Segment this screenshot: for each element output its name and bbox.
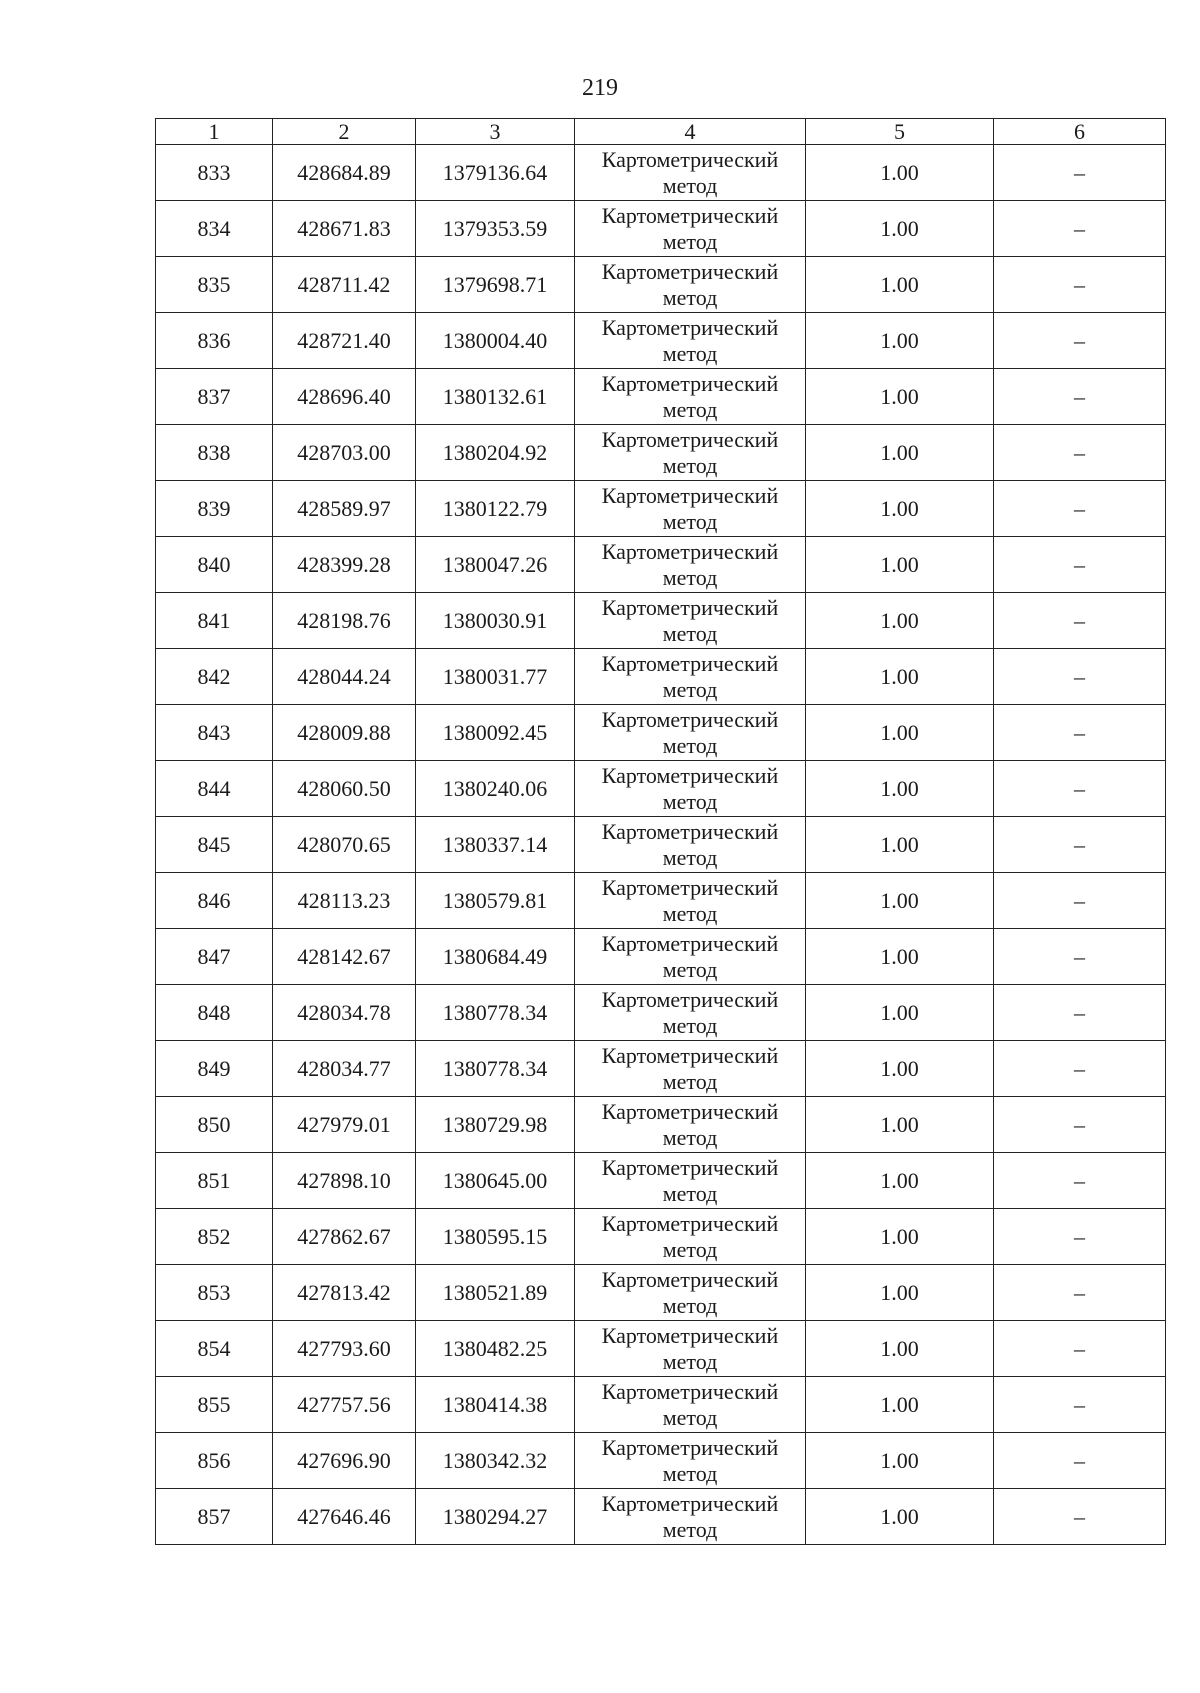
accuracy-cell: 1.00 xyxy=(806,817,994,873)
table-row xyxy=(156,1041,1166,1097)
method-cell: Картометрический метод xyxy=(575,1321,806,1377)
y-coordinate-cell: 1380122.79 xyxy=(416,481,575,537)
column-header-1: 1 xyxy=(156,119,273,145)
x-coordinate-cell: 428044.24 xyxy=(273,649,416,705)
y-coordinate-cell: 1380092.45 xyxy=(416,705,575,761)
x-coordinate-cell: 428113.23 xyxy=(273,873,416,929)
table-row xyxy=(156,649,1166,705)
table-row xyxy=(156,1377,1166,1433)
column-header-6: 6 xyxy=(994,119,1166,145)
note-cell: – xyxy=(994,369,1166,425)
note-cell: – xyxy=(994,425,1166,481)
table-row xyxy=(156,761,1166,817)
table-row xyxy=(156,481,1166,537)
table-row xyxy=(156,985,1166,1041)
note-cell: – xyxy=(994,145,1166,201)
note-cell: – xyxy=(994,1489,1166,1545)
note-cell: – xyxy=(994,1041,1166,1097)
point-number-cell: 854 xyxy=(156,1321,273,1377)
table-row xyxy=(156,425,1166,481)
note-cell: – xyxy=(994,1433,1166,1489)
x-coordinate-cell: 427862.67 xyxy=(273,1209,416,1265)
note-cell: – xyxy=(994,929,1166,985)
method-cell: Картометрический метод xyxy=(575,1209,806,1265)
accuracy-cell: 1.00 xyxy=(806,425,994,481)
accuracy-cell: 1.00 xyxy=(806,873,994,929)
method-cell: Картометрический метод xyxy=(575,1377,806,1433)
point-number-cell: 857 xyxy=(156,1489,273,1545)
note-cell: – xyxy=(994,1321,1166,1377)
y-coordinate-cell: 1380482.25 xyxy=(416,1321,575,1377)
accuracy-cell: 1.00 xyxy=(806,481,994,537)
method-cell: Картометрический метод xyxy=(575,537,806,593)
method-cell: Картометрический метод xyxy=(575,369,806,425)
note-cell: – xyxy=(994,257,1166,313)
y-coordinate-cell: 1379698.71 xyxy=(416,257,575,313)
x-coordinate-cell: 428060.50 xyxy=(273,761,416,817)
x-coordinate-cell: 428034.77 xyxy=(273,1041,416,1097)
table-row xyxy=(156,1097,1166,1153)
method-cell: Картометрический метод xyxy=(575,481,806,537)
coordinates-table xyxy=(155,118,1166,1545)
column-header-3: 3 xyxy=(416,119,575,145)
column-header-4: 4 xyxy=(575,119,806,145)
x-coordinate-cell: 427696.90 xyxy=(273,1433,416,1489)
method-cell: Картометрический метод xyxy=(575,761,806,817)
point-number-cell: 843 xyxy=(156,705,273,761)
x-coordinate-cell: 428009.88 xyxy=(273,705,416,761)
point-number-cell: 833 xyxy=(156,145,273,201)
page-number: 219 xyxy=(582,75,618,101)
method-cell: Картометрический метод xyxy=(575,313,806,369)
point-number-cell: 834 xyxy=(156,201,273,257)
point-number-cell: 842 xyxy=(156,649,273,705)
y-coordinate-cell: 1380132.61 xyxy=(416,369,575,425)
point-number-cell: 848 xyxy=(156,985,273,1041)
y-coordinate-cell: 1380579.81 xyxy=(416,873,575,929)
table-row xyxy=(156,929,1166,985)
note-cell: – xyxy=(994,1377,1166,1433)
y-coordinate-cell: 1380294.27 xyxy=(416,1489,575,1545)
accuracy-cell: 1.00 xyxy=(806,369,994,425)
accuracy-cell: 1.00 xyxy=(806,537,994,593)
y-coordinate-cell: 1380414.38 xyxy=(416,1377,575,1433)
point-number-cell: 836 xyxy=(156,313,273,369)
note-cell: – xyxy=(994,313,1166,369)
x-coordinate-cell: 428589.97 xyxy=(273,481,416,537)
note-cell: – xyxy=(994,593,1166,649)
accuracy-cell: 1.00 xyxy=(806,257,994,313)
y-coordinate-cell: 1380204.92 xyxy=(416,425,575,481)
note-cell: – xyxy=(994,761,1166,817)
method-cell: Картометрический метод xyxy=(575,985,806,1041)
y-coordinate-cell: 1379353.59 xyxy=(416,201,575,257)
method-cell: Картометрический метод xyxy=(575,1433,806,1489)
x-coordinate-cell: 427813.42 xyxy=(273,1265,416,1321)
x-coordinate-cell: 428696.40 xyxy=(273,369,416,425)
method-cell: Картометрический метод xyxy=(575,257,806,313)
table-body xyxy=(156,145,1166,1545)
accuracy-cell: 1.00 xyxy=(806,145,994,201)
y-coordinate-cell: 1380778.34 xyxy=(416,1041,575,1097)
y-coordinate-cell: 1380778.34 xyxy=(416,985,575,1041)
accuracy-cell: 1.00 xyxy=(806,761,994,817)
method-cell: Картометрический метод xyxy=(575,705,806,761)
note-cell: – xyxy=(994,817,1166,873)
y-coordinate-cell: 1380595.15 xyxy=(416,1209,575,1265)
x-coordinate-cell: 428198.76 xyxy=(273,593,416,649)
accuracy-cell: 1.00 xyxy=(806,1209,994,1265)
method-cell: Картометрический метод xyxy=(575,873,806,929)
table-row xyxy=(156,705,1166,761)
point-number-cell: 847 xyxy=(156,929,273,985)
y-coordinate-cell: 1379136.64 xyxy=(416,145,575,201)
table-row xyxy=(156,593,1166,649)
point-number-cell: 846 xyxy=(156,873,273,929)
accuracy-cell: 1.00 xyxy=(806,313,994,369)
x-coordinate-cell: 428711.42 xyxy=(273,257,416,313)
point-number-cell: 849 xyxy=(156,1041,273,1097)
note-cell: – xyxy=(994,1097,1166,1153)
method-cell: Картометрический метод xyxy=(575,1153,806,1209)
method-cell: Картометрический метод xyxy=(575,817,806,873)
table-header xyxy=(156,119,1166,145)
point-number-cell: 840 xyxy=(156,537,273,593)
note-cell: – xyxy=(994,705,1166,761)
table-row xyxy=(156,257,1166,313)
table-row xyxy=(156,145,1166,201)
x-coordinate-cell: 428070.65 xyxy=(273,817,416,873)
method-cell: Картометрический метод xyxy=(575,1489,806,1545)
y-coordinate-cell: 1380030.91 xyxy=(416,593,575,649)
y-coordinate-cell: 1380337.14 xyxy=(416,817,575,873)
x-coordinate-cell: 427898.10 xyxy=(273,1153,416,1209)
y-coordinate-cell: 1380521.89 xyxy=(416,1265,575,1321)
x-coordinate-cell: 427757.56 xyxy=(273,1377,416,1433)
accuracy-cell: 1.00 xyxy=(806,1321,994,1377)
x-coordinate-cell: 428399.28 xyxy=(273,537,416,593)
x-coordinate-cell: 428671.83 xyxy=(273,201,416,257)
point-number-cell: 845 xyxy=(156,817,273,873)
point-number-cell: 837 xyxy=(156,369,273,425)
method-cell: Картометрический метод xyxy=(575,201,806,257)
x-coordinate-cell: 427646.46 xyxy=(273,1489,416,1545)
note-cell: – xyxy=(994,481,1166,537)
column-header-2: 2 xyxy=(273,119,416,145)
note-cell: – xyxy=(994,873,1166,929)
method-cell: Картометрический метод xyxy=(575,649,806,705)
table-row xyxy=(156,1153,1166,1209)
note-cell: – xyxy=(994,201,1166,257)
method-cell: Картометрический метод xyxy=(575,1041,806,1097)
table-row xyxy=(156,1321,1166,1377)
accuracy-cell: 1.00 xyxy=(806,1265,994,1321)
method-cell: Картометрический метод xyxy=(575,1265,806,1321)
y-coordinate-cell: 1380240.06 xyxy=(416,761,575,817)
point-number-cell: 835 xyxy=(156,257,273,313)
point-number-cell: 856 xyxy=(156,1433,273,1489)
point-number-cell: 838 xyxy=(156,425,273,481)
table-row xyxy=(156,1433,1166,1489)
y-coordinate-cell: 1380684.49 xyxy=(416,929,575,985)
table-row xyxy=(156,1265,1166,1321)
note-cell: – xyxy=(994,537,1166,593)
accuracy-cell: 1.00 xyxy=(806,705,994,761)
point-number-cell: 839 xyxy=(156,481,273,537)
y-coordinate-cell: 1380645.00 xyxy=(416,1153,575,1209)
method-cell: Картометрический метод xyxy=(575,145,806,201)
x-coordinate-cell: 427979.01 xyxy=(273,1097,416,1153)
table-row xyxy=(156,817,1166,873)
y-coordinate-cell: 1380342.32 xyxy=(416,1433,575,1489)
accuracy-cell: 1.00 xyxy=(806,1489,994,1545)
accuracy-cell: 1.00 xyxy=(806,1097,994,1153)
note-cell: – xyxy=(994,1265,1166,1321)
point-number-cell: 855 xyxy=(156,1377,273,1433)
y-coordinate-cell: 1380031.77 xyxy=(416,649,575,705)
x-coordinate-cell: 428142.67 xyxy=(273,929,416,985)
table-row xyxy=(156,873,1166,929)
accuracy-cell: 1.00 xyxy=(806,593,994,649)
x-coordinate-cell: 428034.78 xyxy=(273,985,416,1041)
note-cell: – xyxy=(994,649,1166,705)
method-cell: Картометрический метод xyxy=(575,1097,806,1153)
table-row xyxy=(156,201,1166,257)
table-row xyxy=(156,313,1166,369)
table-row xyxy=(156,1489,1166,1545)
header-row xyxy=(156,119,1166,145)
method-cell: Картометрический метод xyxy=(575,593,806,649)
x-coordinate-cell: 428721.40 xyxy=(273,313,416,369)
x-coordinate-cell: 428703.00 xyxy=(273,425,416,481)
method-cell: Картометрический метод xyxy=(575,929,806,985)
accuracy-cell: 1.00 xyxy=(806,929,994,985)
table-row xyxy=(156,1209,1166,1265)
accuracy-cell: 1.00 xyxy=(806,1377,994,1433)
y-coordinate-cell: 1380047.26 xyxy=(416,537,575,593)
method-cell: Картометрический метод xyxy=(575,425,806,481)
point-number-cell: 850 xyxy=(156,1097,273,1153)
accuracy-cell: 1.00 xyxy=(806,985,994,1041)
point-number-cell: 841 xyxy=(156,593,273,649)
x-coordinate-cell: 427793.60 xyxy=(273,1321,416,1377)
point-number-cell: 844 xyxy=(156,761,273,817)
accuracy-cell: 1.00 xyxy=(806,649,994,705)
note-cell: – xyxy=(994,1209,1166,1265)
point-number-cell: 852 xyxy=(156,1209,273,1265)
accuracy-cell: 1.00 xyxy=(806,1041,994,1097)
y-coordinate-cell: 1380729.98 xyxy=(416,1097,575,1153)
point-number-cell: 851 xyxy=(156,1153,273,1209)
point-number-cell: 853 xyxy=(156,1265,273,1321)
table-row xyxy=(156,369,1166,425)
table-row xyxy=(156,537,1166,593)
accuracy-cell: 1.00 xyxy=(806,1153,994,1209)
column-header-5: 5 xyxy=(806,119,994,145)
x-coordinate-cell: 428684.89 xyxy=(273,145,416,201)
note-cell: – xyxy=(994,1153,1166,1209)
y-coordinate-cell: 1380004.40 xyxy=(416,313,575,369)
note-cell: – xyxy=(994,985,1166,1041)
accuracy-cell: 1.00 xyxy=(806,1433,994,1489)
accuracy-cell: 1.00 xyxy=(806,201,994,257)
